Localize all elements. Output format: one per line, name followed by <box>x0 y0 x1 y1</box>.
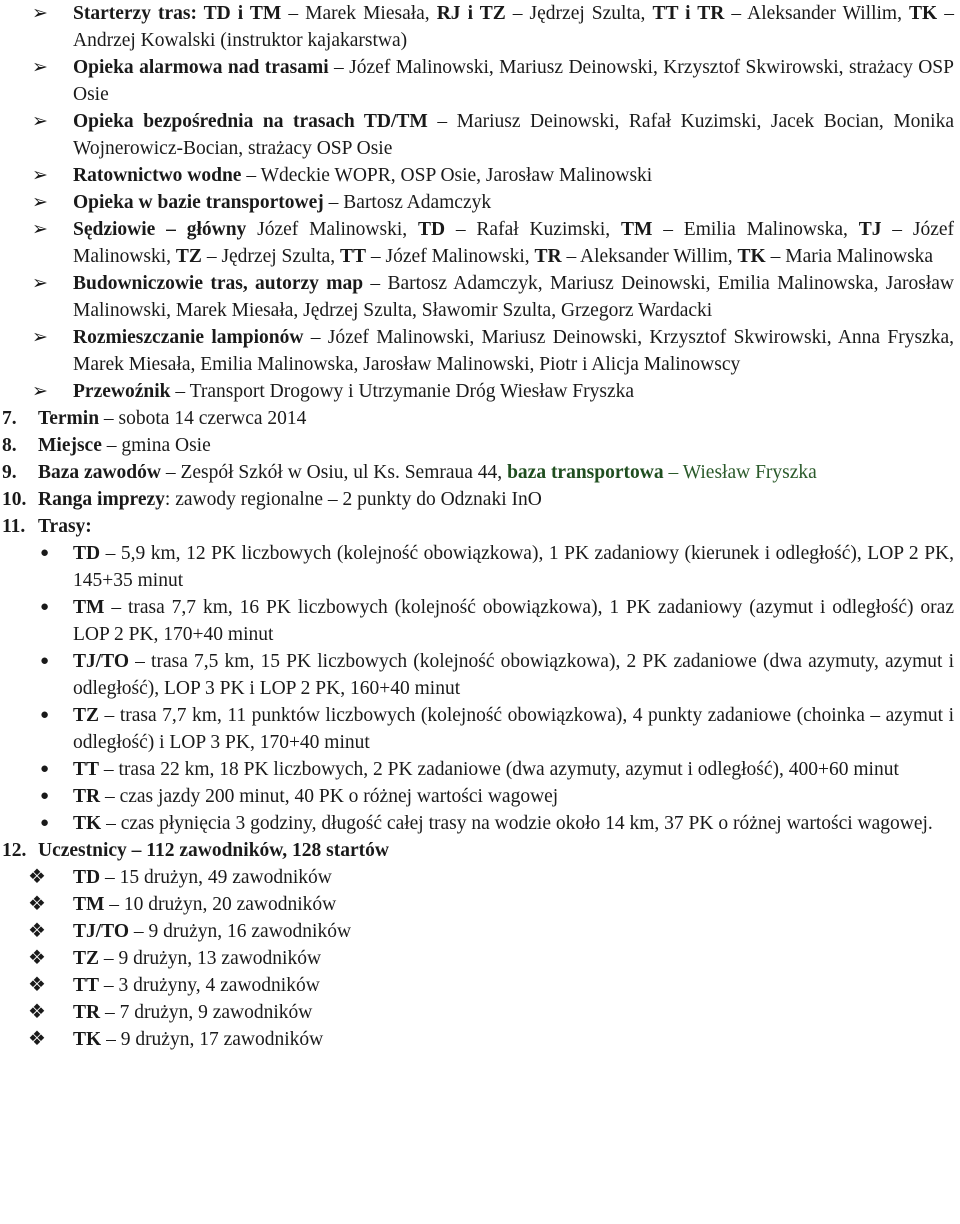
route-item <box>28 783 954 810</box>
bold-label: TT <box>73 759 100 780</box>
route-item <box>28 648 954 702</box>
route-item <box>28 756 954 783</box>
list-marker-icon: ➢ <box>32 219 48 240</box>
bold-label: Ranga imprezy <box>38 489 165 510</box>
list-item-text <box>73 108 954 162</box>
list-marker-icon: ❖ <box>28 947 46 969</box>
bold-label: Opieka bezpośrednia na trasach TD/TM <box>73 111 428 132</box>
text-run: – 10 drużyn, 20 zawodników <box>104 894 337 915</box>
text-run: – Józef Malinowski, <box>73 219 954 267</box>
staff-item <box>28 162 954 189</box>
route-item <box>28 540 954 594</box>
participant-item <box>28 864 954 891</box>
list-marker-icon: ● <box>40 653 50 669</box>
list-marker-icon: ❖ <box>28 1028 46 1050</box>
list-item-text <box>73 945 954 972</box>
list-item-text <box>73 810 954 837</box>
list-item-text <box>73 54 954 108</box>
participant-item <box>28 1026 954 1053</box>
text-run: – czas płynięcia 3 godziny, długość całej trasy na wodzie około 14 km, 37 PK o różnej wartości wagowej. <box>101 813 933 834</box>
text-run: – 5,9 km, 12 PK liczbowych (kolejność obowiązkowa), 1 PK zadaniowy (kierunek i odległość), LOP 2 PK, 145+35 minut <box>73 543 954 591</box>
text-run: – 7 drużyn, 9 zawodników <box>100 1002 313 1023</box>
list-item-text <box>73 864 954 891</box>
bold-label: Ratownictwo wodne <box>73 165 242 186</box>
numbered-item <box>2 837 954 864</box>
text-run: – Bartosz Adamczyk <box>323 192 492 213</box>
text-run: – 9 drużyn, 16 zawodników <box>129 921 352 942</box>
text-run: – Maria Malinowska <box>765 246 934 267</box>
bold-label: Uczestnicy – 112 zawodników, 128 startów <box>38 840 389 861</box>
bold-label: TT <box>73 975 100 996</box>
text-run: – trasa 7,7 km, 16 PK liczbowych (kolejność obowiązkowa), 1 PK zadaniowy (azymut i odległość) oraz LOP 2 PK, 170+40 minut <box>73 597 954 645</box>
bold-label: TD <box>417 219 446 240</box>
text-run: Józef Malinowski, <box>246 219 418 240</box>
list-item-text <box>73 756 954 783</box>
text-run: – sobota 14 czerwca 2014 <box>99 408 307 429</box>
list-marker-icon: ❖ <box>28 1001 46 1023</box>
list-item-text <box>73 270 954 324</box>
text-run: – Wdeckie WOPR, OSP Osie, Jarosław Malinowski <box>241 165 653 186</box>
list-item-text <box>73 324 954 378</box>
staff-item <box>28 0 954 54</box>
participant-item <box>28 918 954 945</box>
list-item-text <box>38 837 954 864</box>
text-run: – Mariusz Deinowski, Rafał Kuzimski, Jacek Bocian, Monika Wojnerowicz-Bocian, strażacy OSP Osie <box>73 111 954 159</box>
text-run: – 3 drużyny, 4 zawodników <box>99 975 320 996</box>
bold-label: TR <box>534 246 562 267</box>
list-marker-icon: ➢ <box>32 192 48 213</box>
text-run: – Andrzej Kowalski (instruktor kajakarstwa) <box>73 3 954 51</box>
bold-label: TJ/TO <box>73 921 129 942</box>
list-item-text <box>38 513 954 540</box>
section-number: 8. <box>2 435 17 456</box>
text-run: – Rafał Kuzimski, <box>445 219 621 240</box>
bold-label: TJ <box>858 219 882 240</box>
bold-label: TM <box>73 894 105 915</box>
bold-label: TZ <box>73 948 100 969</box>
text-run: – Józef Malinowski, <box>366 246 535 267</box>
text-run: – Emilia Malinowska, <box>652 219 859 240</box>
bold-label: Trasy: <box>38 516 92 537</box>
route-item <box>28 594 954 648</box>
text-run: – Wiesław Fryszka <box>663 462 817 483</box>
list-item-text <box>73 918 954 945</box>
bold-label: TM <box>621 219 653 240</box>
bold-label: TK <box>909 3 938 24</box>
list-item-text <box>73 999 954 1026</box>
text-run: – trasa 22 km, 18 PK liczbowych, 2 PK zadaniowe (dwa azymuty, azymut i odległość), 400+60 minut <box>99 759 899 780</box>
section-number: 7. <box>2 408 17 429</box>
list-item-text <box>38 405 954 432</box>
bold-label: TD <box>73 867 101 888</box>
text-run: – trasa 7,5 km, 15 PK liczbowych (kolejność obowiązkowa), 2 PK zadaniowe (dwa azymuty, azymut i odległość), LOP 3 PK i LOP 2 PK, 160+40 minut <box>73 651 954 699</box>
bold-label: TD <box>73 543 101 564</box>
numbered-item <box>2 486 954 513</box>
bold-label: Przewoźnik <box>73 381 171 402</box>
list-item-text <box>73 216 954 270</box>
section-number: 11. <box>2 516 26 537</box>
list-marker-icon: ➢ <box>32 3 48 24</box>
bold-label: TZ <box>73 705 100 726</box>
bold-label: baza transportowa <box>507 462 664 483</box>
list-marker-icon: ● <box>40 545 50 561</box>
list-marker-icon: ❖ <box>28 920 46 942</box>
text-run: – Aleksander Willim, <box>724 3 909 24</box>
list-marker-icon: ● <box>40 815 50 831</box>
numbered-item <box>2 405 954 432</box>
staff-item <box>28 270 954 324</box>
bold-label: Baza zawodów <box>38 462 161 483</box>
list-marker-icon: ● <box>40 761 50 777</box>
participant-item <box>28 972 954 999</box>
bold-label: TK <box>737 246 766 267</box>
text-run: – Józef Malinowski, Mariusz Deinowski, Krzysztof Skwirowski, Anna Fryszka, Marek Miesała, Emilia Malinowska, Jarosław Malinowski, Piotr i Alicja Malinowscy <box>73 327 954 375</box>
text-run: – Jędrzej Szulta, <box>201 246 341 267</box>
text-run: – Józef Malinowski, Mariusz Deinowski, Krzysztof Skwirowski, strażacy OSP Osie <box>73 57 954 105</box>
numbered-sections <box>2 405 954 540</box>
bold-label: TK <box>73 1029 102 1050</box>
numbered-item <box>2 513 954 540</box>
route-item <box>28 810 954 837</box>
bold-label: RJ i TZ <box>436 3 506 24</box>
list-item-text <box>73 702 954 756</box>
participants-list <box>28 864 954 1053</box>
list-item-text <box>38 459 954 486</box>
staff-item <box>28 378 954 405</box>
bold-label: Opieka alarmowa nad trasami <box>73 57 329 78</box>
routes-list <box>28 540 954 837</box>
numbered-item <box>2 432 954 459</box>
section-number: 10. <box>2 489 27 510</box>
list-item-text <box>73 783 954 810</box>
section-number: 12. <box>2 840 27 861</box>
numbered-item <box>2 459 954 486</box>
staff-item <box>28 324 954 378</box>
list-marker-icon: ● <box>40 707 50 723</box>
bold-label: Termin <box>38 408 100 429</box>
bold-label: TR <box>73 1002 101 1023</box>
route-item <box>28 702 954 756</box>
staff-item <box>28 108 954 162</box>
text-run: – Marek Miesała, <box>281 3 437 24</box>
list-marker-icon: ● <box>40 788 50 804</box>
bold-label: Opieka w bazie transportowej <box>73 192 324 213</box>
list-item-text <box>38 432 954 459</box>
list-item-text <box>73 162 954 189</box>
list-item-text <box>73 189 954 216</box>
list-marker-icon: ● <box>40 599 50 615</box>
list-marker-icon: ❖ <box>28 974 46 996</box>
bold-label: Rozmieszczanie lampionów <box>73 327 304 348</box>
list-marker-icon: ➢ <box>32 57 48 78</box>
bold-label: TK <box>73 813 102 834</box>
text-run: – gmina Osie <box>101 435 211 456</box>
bold-label: TM <box>73 597 105 618</box>
text-run: – 9 drużyn, 17 zawodników <box>101 1029 324 1050</box>
text-run: – trasa 7,7 km, 11 punktów liczbowych (kolejność obowiązkowa), 4 punkty zadaniowe (choinka – azymut i odległość) i LOP 3 PK, 170+40 minut <box>73 705 954 753</box>
bold-label: TT <box>340 246 367 267</box>
list-marker-icon: ➢ <box>32 165 48 186</box>
list-item-text <box>73 972 954 999</box>
text-run: : zawody regionalne – 2 punkty do Odznaki InO <box>164 489 542 510</box>
staff-item <box>28 216 954 270</box>
participant-item <box>28 945 954 972</box>
list-item-text <box>73 891 954 918</box>
bold-label: Sędziowie – główny <box>73 219 247 240</box>
bold-label: TJ/TO <box>73 651 129 672</box>
numbered-section-12 <box>2 837 954 864</box>
staff-item <box>28 189 954 216</box>
participant-item <box>28 999 954 1026</box>
text-run: – Zespół Szkół w Osiu, ul Ks. Semraua 44, <box>160 462 508 483</box>
text-run: – Jędrzej Szulta, <box>505 3 653 24</box>
list-marker-icon: ❖ <box>28 866 46 888</box>
bold-label: TT i TR <box>652 3 725 24</box>
list-marker-icon: ➢ <box>32 111 48 132</box>
staff-item <box>28 54 954 108</box>
list-marker-icon: ➢ <box>32 381 48 402</box>
text-run: – czas jazdy 200 minut, 40 PK o różnej wartości wagowej <box>100 786 559 807</box>
list-marker-icon: ➢ <box>32 273 48 294</box>
participant-item <box>28 891 954 918</box>
bold-label: TZ <box>175 246 202 267</box>
list-item-text <box>73 0 954 54</box>
bold-label: Starterzy tras: TD i TM <box>73 3 282 24</box>
text-run: – 9 drużyn, 13 zawodników <box>99 948 322 969</box>
text-run: – Transport Drogowy i Utrzymanie Dróg Wiesław Fryszka <box>170 381 635 402</box>
list-marker-icon: ❖ <box>28 893 46 915</box>
list-item-text <box>73 594 954 648</box>
bold-label: Budowniczowie tras, autorzy map <box>73 273 364 294</box>
text-run: – Aleksander Willim, <box>561 246 738 267</box>
list-item-text <box>73 1026 954 1053</box>
text-run: – Bartosz Adamczyk, Mariusz Deinowski, Emilia Malinowska, Jarosław Malinowski, Marek Miesała, Jędrzej Szulta, Sławomir Szulta, Grzegorz Wardacki <box>73 273 954 321</box>
section-number: 9. <box>2 462 17 483</box>
list-item-text <box>73 378 954 405</box>
bold-label: Miejsce <box>38 435 102 456</box>
text-run: – 15 drużyn, 49 zawodników <box>100 867 332 888</box>
list-item-text <box>73 648 954 702</box>
bold-label: TR <box>73 786 101 807</box>
list-item-text <box>73 540 954 594</box>
list-item-text <box>38 486 954 513</box>
staff-list <box>28 0 954 405</box>
list-marker-icon: ➢ <box>32 327 48 348</box>
